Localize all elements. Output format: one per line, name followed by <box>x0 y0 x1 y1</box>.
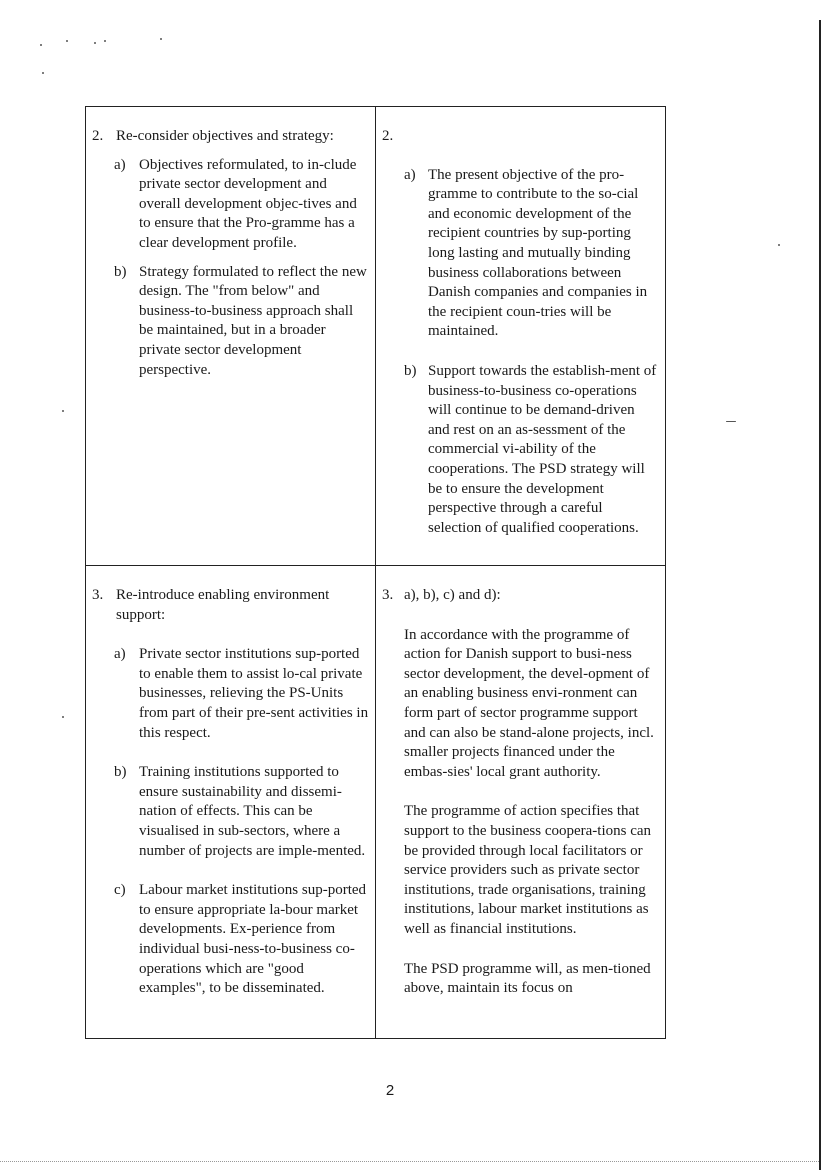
item-text: Private sector institutions sup-ported to enable them to assist lo-cal private businesses, relieving the PS-Units from part of their pre-sent activities in this respect. <box>139 646 369 741</box>
page-edge-shadow <box>819 20 821 1170</box>
paragraph: In accordance with the programme of action for Danish support to busi-ness sector development, the devel-opment of an enabling business envi-ronment can form part of sector programme support and can also be stand-alone projects, incl. smaller projects financed under the embas-sies' local grant authority. <box>404 626 654 780</box>
scan-speck <box>94 42 96 44</box>
paragraph: The programme of action specifies that support to the business coopera-tions can be provided through local facilitators or service providers such as private sector institutions, trade organisations, training institutions, labour market institutions as well as financial institutions. <box>404 803 652 937</box>
page-number: 2 <box>385 1082 395 1099</box>
item-letter: a) <box>114 646 126 663</box>
item-number: 3. <box>382 587 394 603</box>
list-item <box>86 763 375 861</box>
item-letter: b) <box>114 263 127 280</box>
item-text: Objectives reformulated, to in-clude private sector development and overall development objec-tives and to ensure that the Pro-gramme has a clear development profile. <box>139 156 357 251</box>
table-cell-right <box>376 566 666 1039</box>
item-letter: b) <box>114 764 127 781</box>
list-item <box>376 166 665 342</box>
table-cell-left <box>86 107 376 566</box>
item-letter: b) <box>404 362 417 379</box>
item-letter: a) <box>404 166 416 183</box>
list-item <box>86 156 375 254</box>
document-table <box>85 106 666 1039</box>
table-cell-right <box>376 107 666 566</box>
scan-bottom-edge <box>0 1161 819 1162</box>
item-letter: a) <box>114 156 126 173</box>
scan-speck <box>66 40 68 42</box>
table-row <box>86 107 666 566</box>
table-cell-left <box>86 566 376 1039</box>
scan-speck <box>778 244 780 246</box>
item-text: Support towards the establish-ment of business-to-business co-operations will continue to be demand-driven and rest on an as-sessment of the commercial vi-ability of the cooperations. The PSD strategy will be to ensure the development perspective through a careful selection of qualified cooperations. <box>428 362 657 536</box>
section-heading: a), b), c) and d): <box>404 587 501 603</box>
item-text: Strategy formulated to reflect the new design. The "from below" and business-to-business approach shall be maintained, but in a broader private sector development perspective. <box>139 263 367 378</box>
paragraph: The PSD programme will, as men-tioned above, maintain its focus on <box>404 960 651 997</box>
list-item <box>86 881 375 999</box>
section-heading: Re-introduce enabling environment support: <box>116 587 330 623</box>
item-text: Training institutions supported to ensure sustainability and dissemi-nation of effects. This can be visualised in sub-sectors, where a number of projects are imple-mented. <box>139 764 366 859</box>
item-number: 2. <box>382 128 394 144</box>
list-item <box>86 645 375 743</box>
scan-speck <box>160 38 162 40</box>
item-number: 2. <box>92 128 104 144</box>
scan-speck <box>62 716 64 718</box>
list-item <box>376 362 665 538</box>
scan-speck <box>104 40 106 42</box>
table-row <box>86 566 666 1039</box>
scan-speck <box>40 44 42 46</box>
item-text: Labour market institutions sup-ported to ensure appropriate la-bour market developments. Ex-perience from individual busi-ness-to-business co-operations which are "good examples", to be disseminated. <box>139 882 367 997</box>
section-heading: Re-consider objectives and strategy: <box>116 128 334 144</box>
scan-speck <box>726 421 736 422</box>
list-item <box>86 263 375 381</box>
item-number: 3. <box>92 587 104 603</box>
item-letter: c) <box>114 882 126 899</box>
scan-speck <box>42 72 44 74</box>
item-text: The present objective of the pro-gramme to contribute to the so-cial and economic development of the recipient countries by sup-porting long lasting and mutually binding business collaborations between Danish companies and companies in the recipient coun-tries will be maintained. <box>428 166 648 340</box>
scan-speck <box>62 410 64 412</box>
